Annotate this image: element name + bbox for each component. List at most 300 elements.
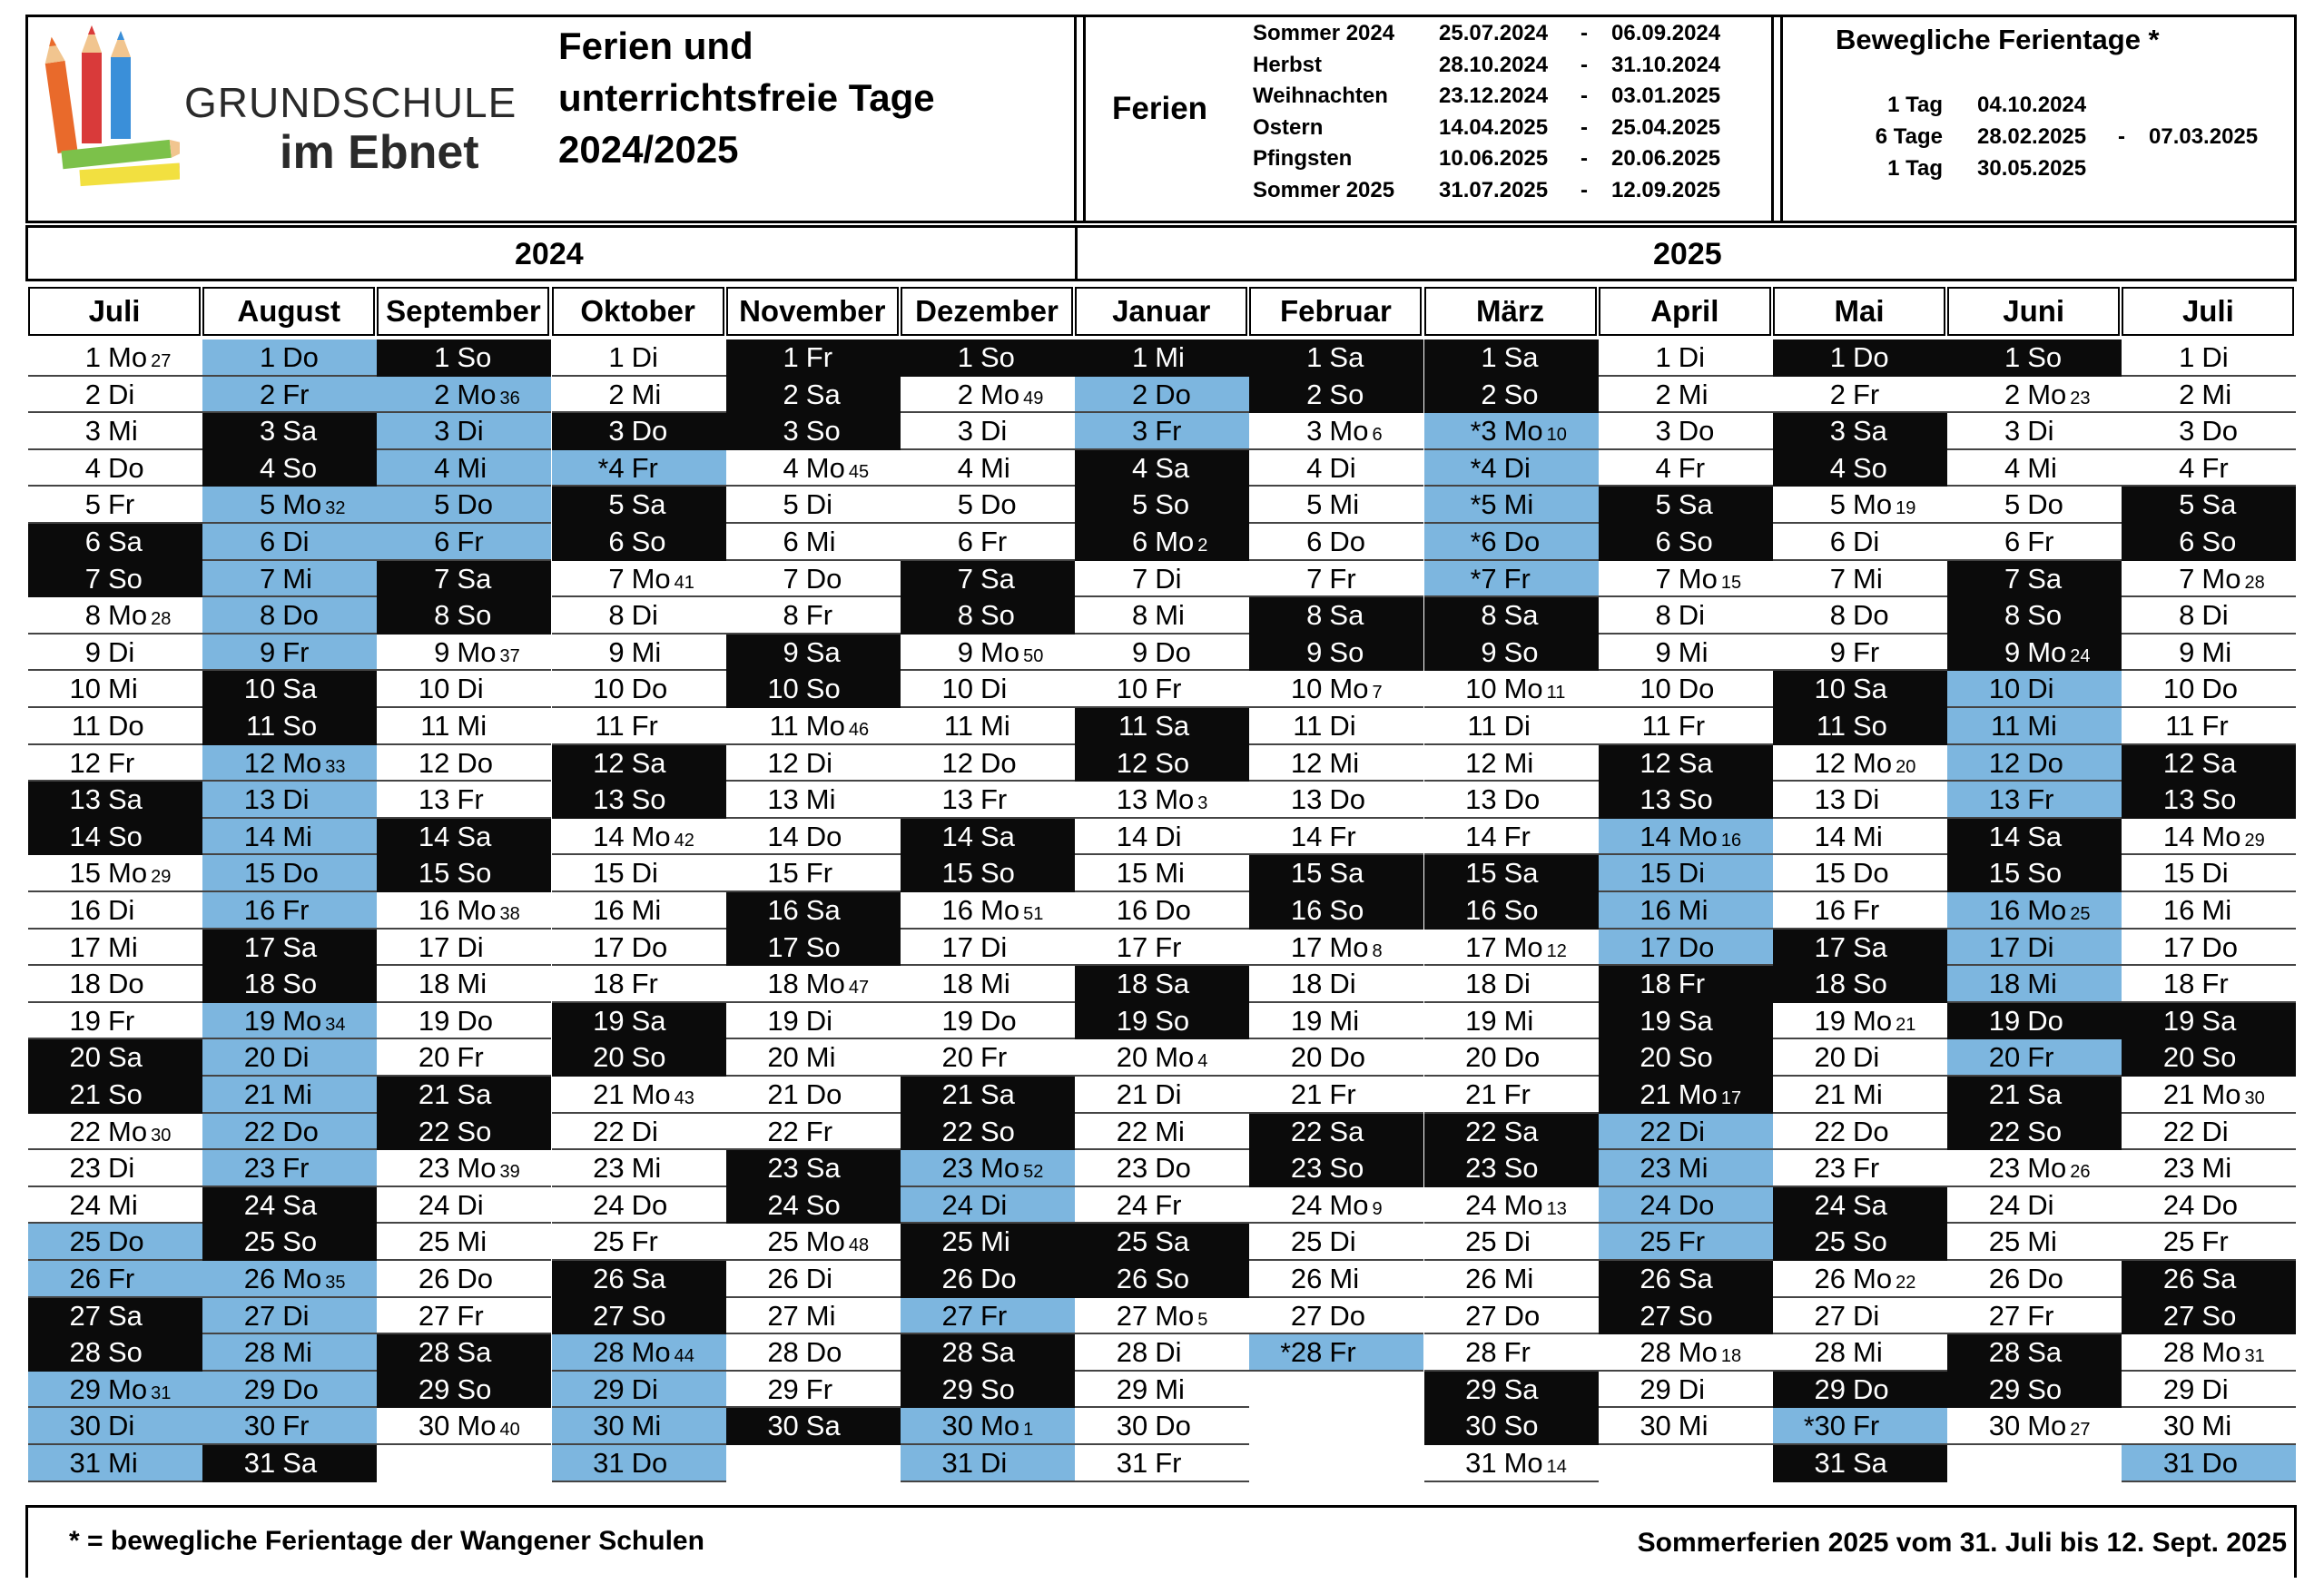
weekday: Do	[2027, 746, 2063, 779]
day-cell	[1424, 487, 1599, 524]
day-number: 31	[1465, 1447, 1497, 1479]
day-number: 22	[1290, 1115, 1323, 1147]
title-line: Ferien und	[558, 25, 753, 67]
day-cell	[202, 339, 377, 377]
week-number: 16	[1720, 830, 1742, 851]
month-header: Oktober	[552, 287, 724, 336]
day-number: 19	[1988, 1004, 2021, 1037]
day-cell	[1773, 1445, 1947, 1482]
day-number: 6	[1131, 526, 1148, 557]
day-number: 3	[434, 415, 450, 448]
weekday: Mi	[1678, 894, 1709, 926]
day-number: 24	[767, 1188, 799, 1221]
day-cell	[2122, 561, 2296, 598]
day-cell	[726, 1114, 901, 1151]
day-cell	[2122, 413, 2296, 450]
day-number	[1424, 487, 1497, 523]
weekday: Mi	[108, 1447, 138, 1479]
day-cell	[1424, 339, 1599, 377]
day-cell	[1075, 561, 1249, 598]
day-number: 20	[1988, 1041, 2021, 1074]
day-cell	[1599, 1039, 1773, 1077]
week-number: 30	[151, 1125, 172, 1146]
day-cell	[1599, 1224, 1773, 1261]
weekday: Di	[457, 415, 484, 448]
weekday: Mo	[1503, 1447, 1543, 1479]
day-cell	[2122, 450, 2296, 487]
day-cell	[1249, 487, 1423, 524]
day-cell	[28, 561, 202, 598]
day-cell	[1075, 1077, 1249, 1114]
day-number: 20	[2162, 1041, 2195, 1074]
day-number: 8	[434, 599, 450, 632]
day-number: 26	[418, 1263, 450, 1294]
day-cell	[1599, 1187, 1773, 1225]
day-cell	[901, 524, 1075, 561]
day-number: 20	[941, 1041, 973, 1074]
day-cell	[1947, 1298, 2122, 1335]
week-number: 15	[1720, 572, 1742, 593]
day-number: 14	[1290, 820, 1323, 852]
day-cell	[1424, 1298, 1599, 1335]
day-number: 21	[1814, 1078, 1846, 1110]
ferien-label: Ferien	[1112, 91, 1208, 126]
bewegliche-title: Bewegliche Ferientage *	[1836, 24, 2160, 55]
day-cell	[2122, 597, 2296, 635]
day-cell	[2122, 1445, 2296, 1482]
day-cell	[726, 1003, 901, 1040]
day-cell	[377, 635, 551, 672]
ferien-name: Sommer 2024	[1253, 21, 1395, 46]
day-number: 3	[1829, 415, 1846, 448]
day-cell	[1249, 708, 1423, 745]
weekday: Mo	[2201, 1336, 2241, 1369]
day-cell	[28, 745, 202, 782]
day-cell	[552, 819, 726, 856]
weekday: Do	[108, 968, 144, 1000]
ferien-start: 14.04.2025	[1439, 114, 1549, 140]
week-number: 50	[1023, 645, 1044, 666]
weekday: Fr	[1853, 1410, 1880, 1442]
day-cell	[202, 450, 377, 487]
day-cell	[1947, 524, 2122, 561]
day-cell	[1075, 708, 1249, 745]
weekday: So	[108, 820, 143, 852]
day-cell	[1599, 708, 1773, 745]
day-number: 19	[69, 1004, 101, 1037]
day-cell	[1075, 930, 1249, 967]
day-number: 5	[2179, 488, 2195, 521]
day-cell	[28, 930, 202, 967]
month-header: August	[202, 287, 375, 336]
day-cell	[1773, 1261, 1947, 1298]
day-cell	[901, 635, 1075, 672]
day-cell	[726, 819, 901, 856]
weekday: Mi	[2201, 1410, 2232, 1442]
weekday: Fr	[2027, 526, 2054, 557]
day-cell	[377, 1077, 551, 1114]
day-number: 10	[767, 673, 799, 705]
day-number: 18	[1988, 968, 2021, 1000]
day-number: 3	[1306, 415, 1323, 448]
weekday: Mi	[1678, 1410, 1709, 1442]
day-number: 21	[1116, 1078, 1148, 1110]
day-number: 7	[2004, 562, 2021, 595]
weekday: Fr	[980, 526, 1008, 557]
weekday: Sa	[2027, 1078, 2063, 1110]
day-number: 14	[767, 820, 799, 852]
weekday: Mo	[282, 1263, 322, 1294]
bewegliche-start: 30.05.2025	[1977, 155, 2087, 181]
day-cell	[901, 819, 1075, 856]
day-cell	[726, 930, 901, 967]
day-cell	[901, 1372, 1075, 1409]
weekday: Di	[1853, 526, 1880, 557]
day-number: 9	[1481, 635, 1497, 668]
weekday: Mi	[631, 894, 662, 926]
weekday: Mi	[1853, 820, 1883, 852]
weekday: Fr	[1155, 1447, 1182, 1479]
weekday: So	[2201, 1041, 2237, 1074]
year-bar	[25, 225, 2297, 281]
weekday: So	[108, 1336, 143, 1369]
week-number: 27	[151, 351, 172, 371]
day-number: 16	[418, 894, 450, 926]
day-number: 1	[1306, 341, 1323, 373]
day-number: 15	[418, 857, 450, 890]
weekday: Sa	[805, 1410, 841, 1442]
day-cell	[1773, 524, 1947, 561]
weekday: So	[1853, 1225, 1887, 1258]
day-cell	[1947, 782, 2122, 819]
week-number: 27	[2070, 1420, 2091, 1441]
weekday: So	[2027, 599, 2063, 632]
weekday: Di	[2201, 1372, 2229, 1405]
day-number: 28	[243, 1336, 276, 1369]
day-cell	[2122, 635, 2296, 672]
weekday: Sa	[282, 1447, 318, 1479]
weekday: Mo	[980, 1410, 1020, 1442]
weekday: Sa	[457, 1078, 492, 1110]
day-number: 10	[1116, 673, 1148, 705]
week-number: 46	[848, 720, 870, 740]
day-number: 2	[1306, 378, 1323, 410]
day-cell	[1424, 450, 1599, 487]
day-cell	[901, 1077, 1075, 1114]
day-cell	[377, 1408, 551, 1445]
day-number: 12	[418, 746, 450, 779]
weekday: Mo	[108, 599, 148, 632]
bewegliche-count: 1 Tag	[1887, 155, 1943, 181]
weekday: So	[1503, 1410, 1539, 1442]
day-cell	[1599, 450, 1773, 487]
week-number: 41	[674, 572, 694, 593]
day-cell	[202, 561, 377, 598]
day-number: 4	[2004, 451, 2021, 484]
bewegliche-end: 07.03.2025	[2149, 123, 2259, 149]
weekday: Di	[980, 415, 1008, 448]
day-cell	[202, 377, 377, 414]
weekday: Fr	[108, 1263, 135, 1294]
day-number: 14	[1465, 820, 1497, 852]
day-cell	[901, 377, 1075, 414]
day-number: 14	[1814, 820, 1846, 852]
day-number: 26	[1640, 1263, 1671, 1294]
day-number: 14	[1988, 820, 2021, 852]
day-cell	[1249, 1224, 1423, 1261]
day-cell	[202, 855, 377, 892]
day-cell	[1249, 635, 1423, 672]
ferien-name: Weihnachten	[1253, 84, 1388, 109]
day-number: 23	[767, 1152, 799, 1185]
weekday: Mi	[2201, 378, 2232, 410]
day-number: 7	[1829, 562, 1846, 595]
day-number: 7	[259, 562, 276, 595]
day-cell	[552, 1372, 726, 1409]
weekday: Fr	[1503, 1336, 1531, 1369]
day-cell	[1075, 597, 1249, 635]
day-cell	[202, 597, 377, 635]
day-number: 27	[1116, 1299, 1148, 1332]
weekday: Sa	[1678, 746, 1713, 779]
weekday: Mi	[1155, 341, 1185, 373]
day-number: 26	[1290, 1263, 1323, 1294]
weekday: Fr	[2201, 451, 2229, 484]
ferien-start: 31.07.2025	[1439, 177, 1549, 202]
weekday: Sa	[1678, 1004, 1713, 1037]
day-number	[1424, 413, 1497, 449]
weekday: Do	[2201, 673, 2239, 705]
day-number-value: 28	[1290, 1336, 1323, 1369]
day-cell	[901, 487, 1075, 524]
month-header: Mai	[1773, 287, 1945, 336]
day-cell	[901, 597, 1075, 635]
day-cell	[202, 1077, 377, 1114]
weekday: So	[1503, 378, 1539, 410]
day-cell	[1599, 855, 1773, 892]
weekday: Do	[1155, 1410, 1191, 1442]
day-number: 19	[1465, 1004, 1497, 1037]
weekday: Mi	[457, 1225, 487, 1258]
day-number: 23	[1290, 1152, 1323, 1185]
bewegliche-table	[1852, 89, 2258, 184]
day-number: 1	[783, 341, 799, 373]
day-number-value: 5	[1481, 488, 1497, 521]
day-number: 1	[2179, 341, 2195, 373]
weekday: Mi	[631, 1410, 662, 1442]
day-number: 28	[2162, 1336, 2195, 1369]
movable-day-star: *	[1280, 1338, 1291, 1369]
day-cell	[901, 855, 1075, 892]
weekday: Mi	[805, 1299, 836, 1332]
weekday: Di	[631, 1372, 658, 1405]
weekday: Sa	[805, 894, 841, 926]
day-number: 7	[783, 562, 799, 595]
day-cell	[2122, 1187, 2296, 1225]
day-cell	[726, 782, 901, 819]
day-number: 28	[1640, 1336, 1671, 1369]
day-number: 12	[593, 746, 625, 779]
day-cell	[1249, 966, 1423, 1003]
weekday: Fr	[2027, 1041, 2054, 1074]
day-cell	[1599, 487, 1773, 524]
weekday: Fr	[1155, 415, 1182, 448]
day-cell	[901, 561, 1075, 598]
day-cell	[377, 671, 551, 708]
day-cell	[1773, 339, 1947, 377]
day-number: 7	[1655, 562, 1671, 595]
day-cell	[726, 339, 901, 377]
day-number: 11	[1641, 710, 1671, 742]
weekday: Di	[980, 673, 1008, 705]
day-cell	[1773, 1187, 1947, 1225]
week-number: 28	[2244, 572, 2265, 593]
weekday: Do	[631, 415, 668, 448]
day-cell	[1424, 524, 1599, 561]
day-cell	[552, 1077, 726, 1114]
day-number: 8	[1131, 599, 1148, 632]
week-number: 25	[2070, 904, 2091, 924]
weekday: Fr	[805, 1372, 833, 1405]
weekday: Mi	[805, 783, 836, 816]
day-number: 10	[418, 673, 450, 705]
day-cell	[1424, 855, 1599, 892]
day-number: 13	[767, 783, 799, 816]
weekday: Mo	[457, 635, 497, 668]
day-cell	[377, 377, 551, 414]
day-number: 1	[1829, 341, 1846, 373]
day-number: 11	[2165, 710, 2195, 742]
weekday: Mi	[108, 415, 138, 448]
day-cell	[1249, 1298, 1423, 1335]
day-cell	[2122, 339, 2296, 377]
day-cell	[1075, 339, 1249, 377]
weekday: Fr	[282, 635, 310, 668]
day-number: 28	[418, 1336, 450, 1369]
day-number: 29	[941, 1372, 973, 1405]
weekday: Fr	[457, 526, 484, 557]
day-cell	[377, 487, 551, 524]
day-number: 27	[1465, 1299, 1497, 1332]
day-cell	[1075, 1003, 1249, 1040]
day-number: 1	[2004, 341, 2021, 373]
weekday: Do	[805, 1078, 842, 1110]
day-number: 15	[1640, 857, 1671, 890]
weekday: Do	[1329, 1041, 1366, 1074]
weekday: So	[457, 599, 492, 632]
weekday: Fr	[1853, 378, 1880, 410]
weekday: Fr	[1155, 673, 1182, 705]
day-number: 12	[1116, 746, 1148, 779]
day-number-value: 6	[1481, 526, 1497, 557]
day-cell	[552, 1003, 726, 1040]
day-number: 25	[767, 1225, 799, 1258]
ferien-table	[1253, 18, 1720, 206]
weekday: Mo	[631, 1336, 671, 1369]
weekday: Do	[1329, 526, 1366, 557]
weekday: Mo	[1678, 1336, 1718, 1369]
day-number: 13	[243, 783, 276, 816]
day-number: 13	[1116, 783, 1148, 816]
day-cell	[552, 1224, 726, 1261]
day-cell	[552, 413, 726, 450]
week-number: 28	[151, 609, 172, 630]
day-cell	[1249, 819, 1423, 856]
week-number: 18	[1720, 1346, 1742, 1367]
day-number: 29	[1465, 1372, 1497, 1405]
weekday: Di	[1678, 857, 1706, 890]
day-number: 30	[1640, 1410, 1671, 1442]
day-cell	[28, 413, 202, 450]
day-number: 8	[1655, 599, 1671, 632]
day-cell	[1947, 745, 2122, 782]
week-number: 9	[1372, 1198, 1383, 1219]
day-number: 15	[1814, 857, 1846, 890]
week-number: 26	[2070, 1162, 2091, 1183]
day-number: 14	[418, 820, 450, 852]
day-cell	[1773, 1003, 1947, 1040]
movable-day-star: *	[1470, 527, 1482, 557]
day-number: 30	[767, 1410, 799, 1442]
day-cell	[1773, 1150, 1947, 1187]
day-cell	[1075, 1150, 1249, 1187]
school-name-line2: im Ebnet	[280, 126, 479, 179]
day-number: 22	[1465, 1115, 1497, 1147]
day-cell	[202, 1372, 377, 1409]
weekday: So	[805, 415, 841, 448]
movable-day-star: *	[1803, 1412, 1815, 1442]
ferien-row	[1253, 113, 1720, 144]
day-cell	[377, 1334, 551, 1372]
weekday: Sa	[2201, 746, 2237, 779]
weekday: So	[1678, 1041, 1713, 1074]
day-number: 20	[767, 1041, 799, 1074]
day-number: 8	[957, 599, 973, 632]
day-cell	[2122, 1261, 2296, 1298]
weekday: Sa	[1503, 599, 1539, 632]
weekday: Sa	[1853, 673, 1887, 705]
day-number: 31	[243, 1447, 276, 1479]
day-cell	[1075, 1187, 1249, 1225]
weekday: Mo	[282, 488, 322, 521]
day-cell	[202, 1408, 377, 1445]
pencils-icon	[25, 16, 180, 198]
day-number	[1424, 524, 1497, 560]
day-number: 30	[418, 1410, 450, 1442]
weekday: Di	[1155, 1078, 1182, 1110]
weekday: Di	[631, 1115, 658, 1147]
day-number: 24	[2162, 1188, 2195, 1221]
day-number: 11	[769, 710, 799, 742]
day-number: 24	[243, 1188, 276, 1221]
weekday: Sa	[1853, 415, 1887, 448]
day-cell	[1075, 782, 1249, 819]
day-number: 9	[84, 635, 101, 668]
day-number: 20	[1814, 1041, 1846, 1074]
day-number: 17	[1814, 930, 1846, 963]
weekday: Mi	[980, 451, 1010, 484]
day-cell	[2122, 1150, 2296, 1187]
weekday: Fr	[2201, 1225, 2229, 1258]
day-number: 12	[1465, 746, 1497, 779]
weekday: So	[108, 1078, 143, 1110]
bewegliche-count: 6 Tage	[1875, 123, 1943, 149]
weekday: Di	[2027, 930, 2054, 963]
day-number: 5	[957, 488, 973, 521]
weekday: Di	[1155, 562, 1182, 595]
day-number: 1	[84, 341, 101, 373]
header-divider	[1074, 17, 1077, 221]
